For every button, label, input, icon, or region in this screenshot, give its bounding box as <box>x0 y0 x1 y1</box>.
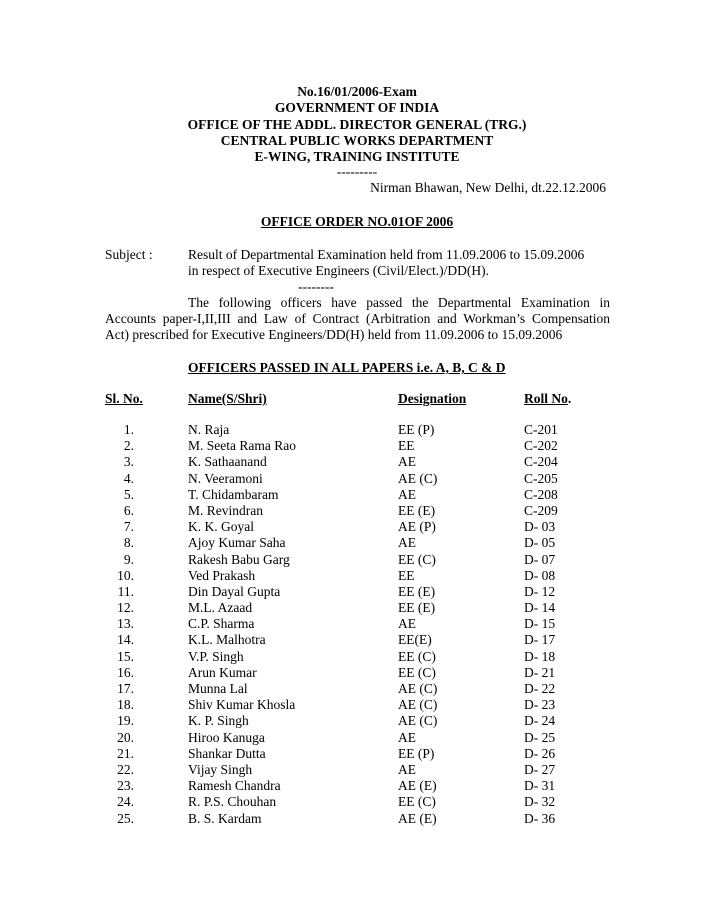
wing-heading: E-WING, TRAINING INSTITUTE <box>254 149 460 164</box>
officer-name: Ajoy Kumar Saha <box>188 535 286 551</box>
serial-number: 3. <box>123 454 134 470</box>
designation: AE <box>398 616 416 632</box>
designation: AE <box>398 761 416 777</box>
table-row <box>0 487 714 503</box>
header-designation: Designation <box>398 391 467 406</box>
serial-number: 16. <box>117 664 134 680</box>
table-row <box>0 422 714 438</box>
designation: AE <box>398 486 416 502</box>
serial-number: 21. <box>117 745 134 761</box>
office-heading: OFFICE OF THE ADDL. DIRECTOR GENERAL (TRG.) <box>187 117 527 132</box>
table-row <box>0 681 714 697</box>
designation: EE <box>398 567 415 583</box>
roll-number: D- 31 <box>524 778 556 794</box>
officer-name: Ramesh Chandra <box>188 778 281 794</box>
body-line-1: The following officers have passed the Departmental Examination in <box>188 295 610 310</box>
designation: EE (C) <box>398 664 436 680</box>
table-row <box>0 600 714 616</box>
designation: EE (C) <box>398 551 436 567</box>
designation: AE (C) <box>398 681 438 696</box>
designation: AE (E) <box>398 810 437 826</box>
serial-number: 19. <box>117 713 134 729</box>
serial-number: 17. <box>117 681 134 696</box>
officer-name: V.P. Singh <box>188 648 244 664</box>
roll-number: D- 08 <box>524 567 556 583</box>
table-row <box>0 584 714 600</box>
header-roll-no-text: Roll No <box>524 391 568 406</box>
designation: AE <box>398 454 416 470</box>
officer-name: Shiv Kumar Khosla <box>188 697 296 713</box>
table-row <box>0 454 714 470</box>
table-row <box>0 665 714 681</box>
roll-number: D- 23 <box>524 697 556 713</box>
body-line-3: Act) prescribed for Executive Engineers/DD(H) held from 11.09.2006 to 15.09.2006 <box>105 327 563 342</box>
place-date: Nirman Bhawan, New Delhi, dt.22.12.2006 <box>370 180 606 195</box>
table-row <box>0 746 714 762</box>
designation: AE <box>398 535 416 551</box>
roll-number: D- 12 <box>524 583 556 599</box>
subject-line-2: in respect of Executive Engineers (Civil/Elect.)/DD(H). <box>188 263 490 278</box>
serial-number: 22. <box>117 761 134 777</box>
designation: AE (P) <box>398 519 436 535</box>
roll-number: D- 17 <box>524 632 556 648</box>
table-row <box>0 519 714 535</box>
header-name: Name(S/Shri) <box>188 391 267 406</box>
officer-name: M. Seeta Rama Rao <box>188 438 296 454</box>
designation: AE (C) <box>398 697 438 713</box>
roll-number: C-208 <box>524 486 558 502</box>
subject-line-1b: from 11.09.2006 to 15.09.2006 <box>412 247 585 262</box>
table-row <box>0 713 714 729</box>
officer-name: Munna Lal <box>188 681 248 696</box>
serial-number: 7. <box>123 519 134 535</box>
officer-name: C.P. Sharma <box>188 616 255 632</box>
roll-number: D- 25 <box>524 729 556 745</box>
government-heading: GOVERNMENT OF INDIA <box>274 100 440 115</box>
table-row <box>0 503 714 519</box>
roll-number: C-205 <box>524 470 558 486</box>
designation: EE (E) <box>398 583 436 599</box>
designation: EE (C) <box>398 648 436 664</box>
subject-line-1 <box>188 247 584 263</box>
officer-name: R. P.S. Chouhan <box>188 794 277 810</box>
officer-name: T. Chidambaram <box>188 486 279 502</box>
designation: EE (P) <box>398 745 435 761</box>
table-row <box>0 471 714 487</box>
table-row <box>0 730 714 746</box>
officer-name: N. Raja <box>188 422 230 437</box>
table-row <box>0 649 714 665</box>
designation: EE (E) <box>398 502 436 518</box>
designation: AE (E) <box>398 778 437 794</box>
roll-number: D- 05 <box>524 535 556 551</box>
officer-name: Ved Prakash <box>188 567 256 583</box>
designation: EE (P) <box>398 422 435 437</box>
officer-name: M.L. Azaad <box>188 600 253 616</box>
serial-number: 18. <box>117 697 134 713</box>
table-row <box>0 778 714 794</box>
officers-table <box>0 422 714 827</box>
roll-number: D- 32 <box>524 794 556 810</box>
serial-number: 12. <box>117 600 134 616</box>
roll-number: C-201 <box>524 422 558 437</box>
table-row <box>0 616 714 632</box>
table-row <box>0 568 714 584</box>
order-title: OFFICE ORDER NO.01OF 2006 <box>260 214 454 229</box>
header-divider: --------- <box>336 164 378 179</box>
serial-number: 4. <box>123 470 134 486</box>
officer-name: Arun Kumar <box>188 664 257 680</box>
header-sl-no: Sl. No. <box>105 391 143 406</box>
header-roll-no-dot: . <box>567 391 572 406</box>
roll-number: D- 14 <box>524 600 556 616</box>
designation: AE (C) <box>398 713 438 729</box>
roll-number: C-202 <box>524 438 558 454</box>
serial-number: 25. <box>117 810 134 826</box>
serial-number: 20. <box>117 729 134 745</box>
roll-number: D- 07 <box>524 551 556 567</box>
department-heading: CENTRAL PUBLIC WORKS DEPARTMENT <box>220 133 494 148</box>
serial-number: 24. <box>117 794 134 810</box>
roll-number: C-204 <box>524 454 558 470</box>
officer-name: K. Sathaanand <box>188 454 267 470</box>
roll-number: D- 21 <box>524 664 556 680</box>
designation: AE (C) <box>398 470 438 486</box>
serial-number: 14. <box>117 632 134 648</box>
officer-name: Rakesh Babu Garg <box>188 551 290 567</box>
roll-number: D- 03 <box>524 519 556 535</box>
table-row <box>0 535 714 551</box>
body-line-2: Accounts paper-I,II,III and Law of Contract (Arbitration and Workman’s Compensation <box>105 311 610 326</box>
table-row <box>0 632 714 648</box>
officer-name: K.L. Malhotra <box>188 632 266 648</box>
subject-divider: -------- <box>298 279 334 294</box>
officer-name: Vijay Singh <box>188 761 253 777</box>
roll-number: D- 26 <box>524 745 556 761</box>
roll-number: D- 27 <box>524 761 556 777</box>
roll-number: D- 18 <box>524 648 556 664</box>
serial-number: 11. <box>117 583 134 599</box>
officer-name: Hiroo Kanuga <box>188 729 265 745</box>
serial-number: 23. <box>117 778 134 794</box>
table-row <box>0 552 714 568</box>
serial-number: 13. <box>117 616 134 632</box>
officer-name: Shankar Dutta <box>188 745 266 761</box>
designation: EE(E) <box>398 632 432 648</box>
table-row <box>0 794 714 810</box>
serial-number: 9. <box>123 551 134 567</box>
roll-number: D- 24 <box>524 713 556 729</box>
serial-number: 6. <box>123 502 134 518</box>
serial-number: 8. <box>123 535 134 551</box>
officer-name: K. K. Goyal <box>188 519 254 535</box>
roll-number: D- 36 <box>524 810 556 826</box>
officer-name: Din Dayal Gupta <box>188 583 281 599</box>
table-row <box>0 811 714 827</box>
header-roll-no <box>524 391 571 407</box>
serial-number: 15. <box>117 648 134 664</box>
subject-line-1a: Result of Departmental Examination held <box>188 247 413 262</box>
file-number: No.16/01/2006-Exam <box>297 84 417 99</box>
designation: AE <box>398 729 416 745</box>
roll-number: D- 22 <box>524 681 556 696</box>
officer-name: B. S. Kardam <box>188 810 262 826</box>
table-row <box>0 438 714 454</box>
designation: EE (E) <box>398 600 436 616</box>
designation: EE <box>398 438 415 454</box>
serial-number: 1. <box>123 422 134 437</box>
designation: EE (C) <box>398 794 436 810</box>
subject-label: Subject : <box>105 247 153 262</box>
officer-name: K. P. Singh <box>188 713 249 729</box>
table-row <box>0 762 714 778</box>
officer-name: M. Revindran <box>188 502 263 518</box>
section-title: OFFICERS PASSED IN ALL PAPERS i.e. A, B, C & D <box>188 360 506 375</box>
serial-number: 5. <box>123 486 134 502</box>
officer-name: N. Veeramoni <box>188 470 263 486</box>
table-row <box>0 697 714 713</box>
serial-number: 10. <box>117 567 134 583</box>
roll-number: D- 15 <box>524 616 556 632</box>
serial-number: 2. <box>123 438 134 454</box>
roll-number: C-209 <box>524 502 558 518</box>
